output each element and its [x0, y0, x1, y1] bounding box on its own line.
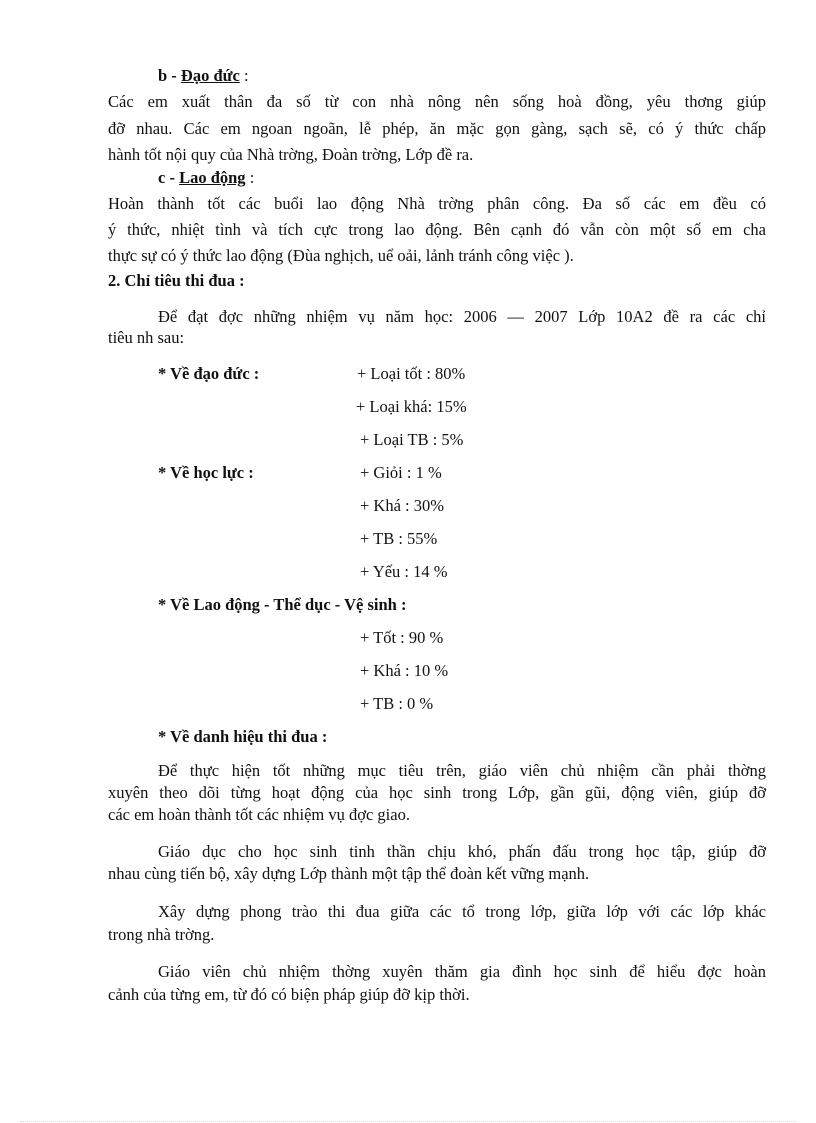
criteria-hoc-luc-label: * Về học lực :	[158, 463, 254, 482]
criteria-hoc-luc-item: + TB : 55%	[360, 529, 438, 548]
paragraph-3-line-2: trong nhà trờng.	[108, 925, 215, 944]
criteria-hoc-luc-item: + Khá : 30%	[360, 496, 444, 515]
criteria-lao-dong-item: + Tốt : 90 %	[360, 628, 444, 647]
criteria-lao-dong-item: + TB : 0 %	[360, 694, 434, 713]
chi-tieu-intro-line-1: Để đạt đợc những nhiệm vụ năm học: 2006 — 2007 Lớp 10A2 đề ra các chỉ	[158, 307, 766, 326]
heading-dao-duc	[158, 66, 249, 86]
paragraph-4-line-1: Giáo viên chủ nhiệm thờng xuyên thăm gia đình học sinh để hiểu đợc hoàn	[158, 962, 766, 981]
criteria-lao-dong-label: * Về Lao động - Thể dục - Vệ sinh :	[158, 595, 407, 614]
heading-lao-dong	[158, 168, 254, 188]
chi-tieu-intro-line-2: tiêu nh sau:	[108, 328, 185, 347]
criteria-dao-duc-item: + Loại TB : 5%	[360, 430, 464, 449]
lao-dong-line-3: thực sự có ý thức lao động (Đùa nghịch, uể oải, lảnh tránh công việc ).	[108, 246, 574, 265]
dao-duc-line-2: đỡ nhau. Các em ngoan ngoãn, lễ phép, ăn mặc gọn gàng, sạch sẽ, có ý thức chấp	[108, 119, 766, 138]
dao-duc-line-1: Các em xuất thân đa số từ con nhà nông nên sống hoà đồng, yêu thơng giúp	[108, 92, 766, 111]
paragraph-1-line-1: Để thực hiện tốt những mục tiêu trên, giáo viên chủ nhiệm cần phải thờng	[158, 761, 766, 780]
criteria-dao-duc-label: * Về đạo đức :	[158, 364, 260, 383]
criteria-dao-duc-item: + Loại khá: 15%	[356, 397, 467, 416]
heading-lao-dong-prefix: c -	[158, 168, 180, 187]
dao-duc-line-3: hành tốt nội quy của Nhà trờng, Đoàn trờng, Lớp đề ra.	[108, 145, 474, 164]
criteria-danh-hieu-label: * Về danh hiệu thi đua :	[158, 727, 328, 746]
heading-dao-duc-suffix: :	[239, 66, 249, 85]
heading-dao-duc-word: Đạo đức	[180, 66, 240, 85]
heading-lao-dong-suffix: :	[245, 168, 255, 187]
lao-dong-line-1: Hoàn thành tốt các buổi lao động Nhà trờng phân công. Đa số các em đều có	[108, 194, 766, 213]
paragraph-1-line-3: các em hoàn thành tốt các nhiệm vụ đợc giao.	[108, 805, 410, 824]
paragraph-2-line-1: Giáo dục cho học sinh tinh thần chịu khó, phấn đấu trong học tập, giúp đỡ	[158, 842, 766, 861]
criteria-hoc-luc-item: + Giỏi : 1 %	[360, 463, 442, 482]
heading-dao-duc-prefix: b -	[158, 66, 181, 85]
criteria-hoc-luc-item: + Yếu : 14 %	[360, 562, 448, 581]
footer-divider	[20, 1121, 796, 1122]
paragraph-4-line-2: cảnh của từng em, từ đó có biện pháp giúp đỡ kịp thời.	[108, 985, 470, 1004]
paragraph-2-line-2: nhau cùng tiến bộ, xây dựng Lớp thành một tập thể đoàn kết vững mạnh.	[108, 864, 590, 883]
heading-chi-tieu-thi-dua: 2. Chỉ tiêu thi đua :	[108, 271, 245, 290]
lao-dong-line-2: ý thức, nhiệt tình và tích cực trong lao động. Bên cạnh đó vẫn còn một số em cha	[108, 220, 766, 239]
criteria-dao-duc-item: + Loại tốt : 80%	[357, 364, 466, 383]
criteria-lao-dong-item: + Khá : 10 %	[360, 661, 449, 680]
heading-lao-dong-word: Lao động	[179, 168, 246, 187]
paragraph-1-line-2: xuyên theo dõi từng hoạt động của học sinh trong Lớp, gần gũi, động viên, giúp đỡ	[108, 783, 766, 802]
paragraph-3-line-1: Xây dựng phong trào thi đua giữa các tổ trong lớp, giữa lớp với các lớp khác	[158, 902, 766, 921]
